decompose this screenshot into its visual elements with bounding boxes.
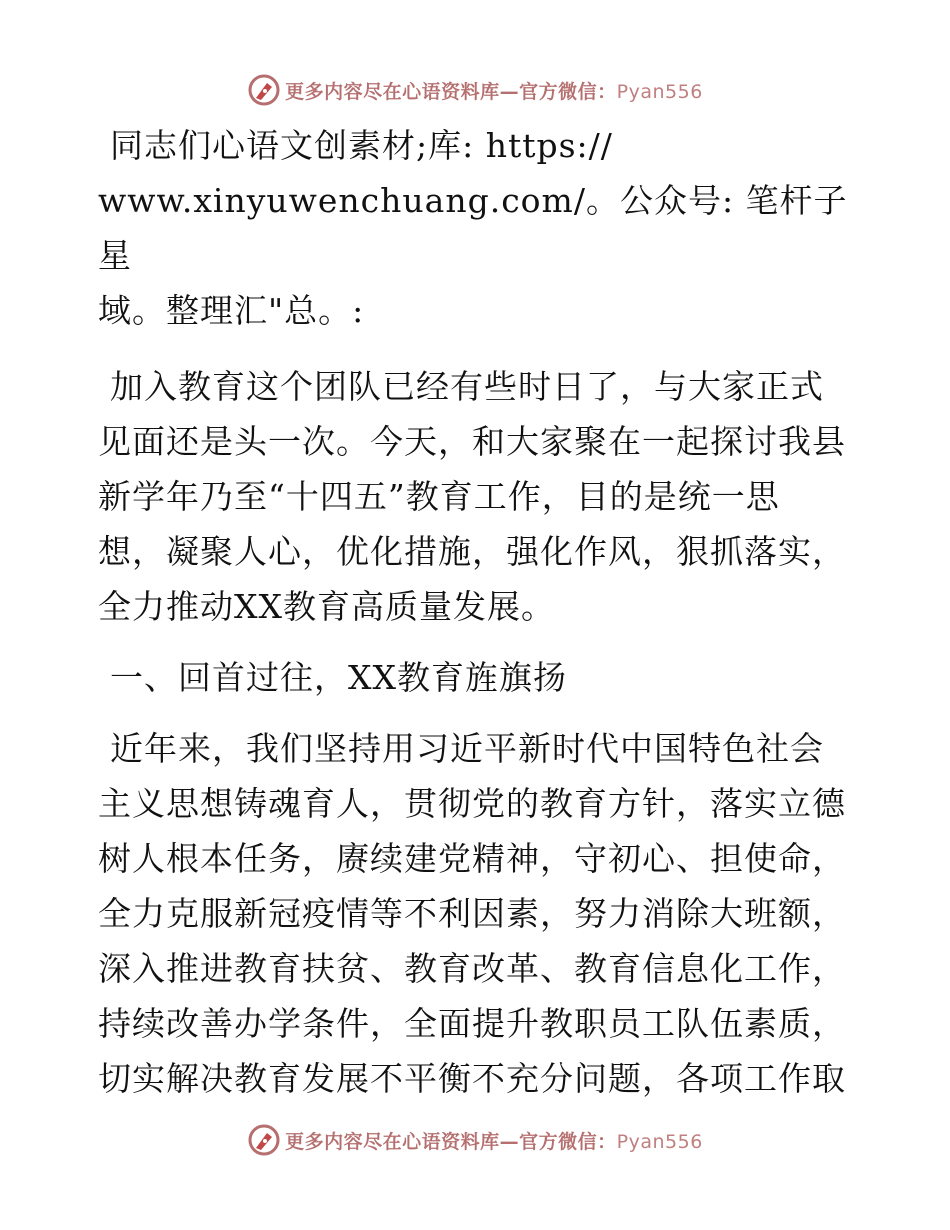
paragraph-opening	[98, 359, 858, 634]
text-line: 一、回首过往，XX教育旌旗扬	[110, 658, 567, 697]
text-line: 同志们心语文创素材;库: https://	[110, 126, 613, 165]
document-body	[98, 118, 858, 1106]
pen-nib-circle-icon	[247, 73, 281, 107]
paragraph-review	[98, 721, 858, 1106]
header-watermark	[0, 70, 950, 110]
text-line: 深入推进教育扶贫、教育改革、教育信息化工作，	[98, 949, 846, 988]
section-heading	[98, 650, 858, 705]
paragraph-intro	[98, 118, 858, 338]
text-line: 持续改善办学条件，全面提升教职员工队伍素质，	[98, 1004, 846, 1043]
pen-nib-circle-icon	[247, 1123, 281, 1157]
watermark-text: 更多内容尽在心语资料库—官方微信：Pyan556	[285, 80, 703, 103]
text-line: 见面还是头一次。今天，和大家聚在一起探讨我县	[98, 422, 846, 461]
text-line: 域。整理汇"总。:	[98, 291, 365, 330]
text-line: www.xinyuwenchuang.com/。公众号: 笔杆子星	[98, 181, 848, 275]
text-line: 想，凝聚人心，优化措施，强化作风，狠抓落实，	[98, 532, 846, 571]
text-line: 新学年乃至“十四五”教育工作，目的是统一思	[98, 477, 780, 516]
text-line: 全力推动XX教育高质量发展。	[98, 587, 555, 626]
watermark-handle: Pyan556	[616, 80, 703, 103]
watermark-text: 更多内容尽在心语资料库—官方微信：Pyan556	[285, 1130, 703, 1153]
watermark-handle: Pyan556	[616, 1130, 703, 1153]
text-line: 全力克服新冠疫情等不利因素，努力消除大班额，	[98, 894, 846, 933]
text-line: 主义思想铸魂育人，贯彻党的教育方针，落实立德	[98, 784, 846, 823]
text-line: 近年来，我们坚持用习近平新时代中国特色社会	[110, 729, 824, 768]
footer-watermark	[0, 1120, 950, 1160]
text-line: 树人根本任务，赓续建党精神，守初心、担使命，	[98, 839, 846, 878]
text-line: 切实解决教育发展不平衡不充分问题，各项工作取	[98, 1059, 846, 1098]
text-line: 加入教育这个团队已经有些时日了，与大家正式	[110, 367, 824, 406]
